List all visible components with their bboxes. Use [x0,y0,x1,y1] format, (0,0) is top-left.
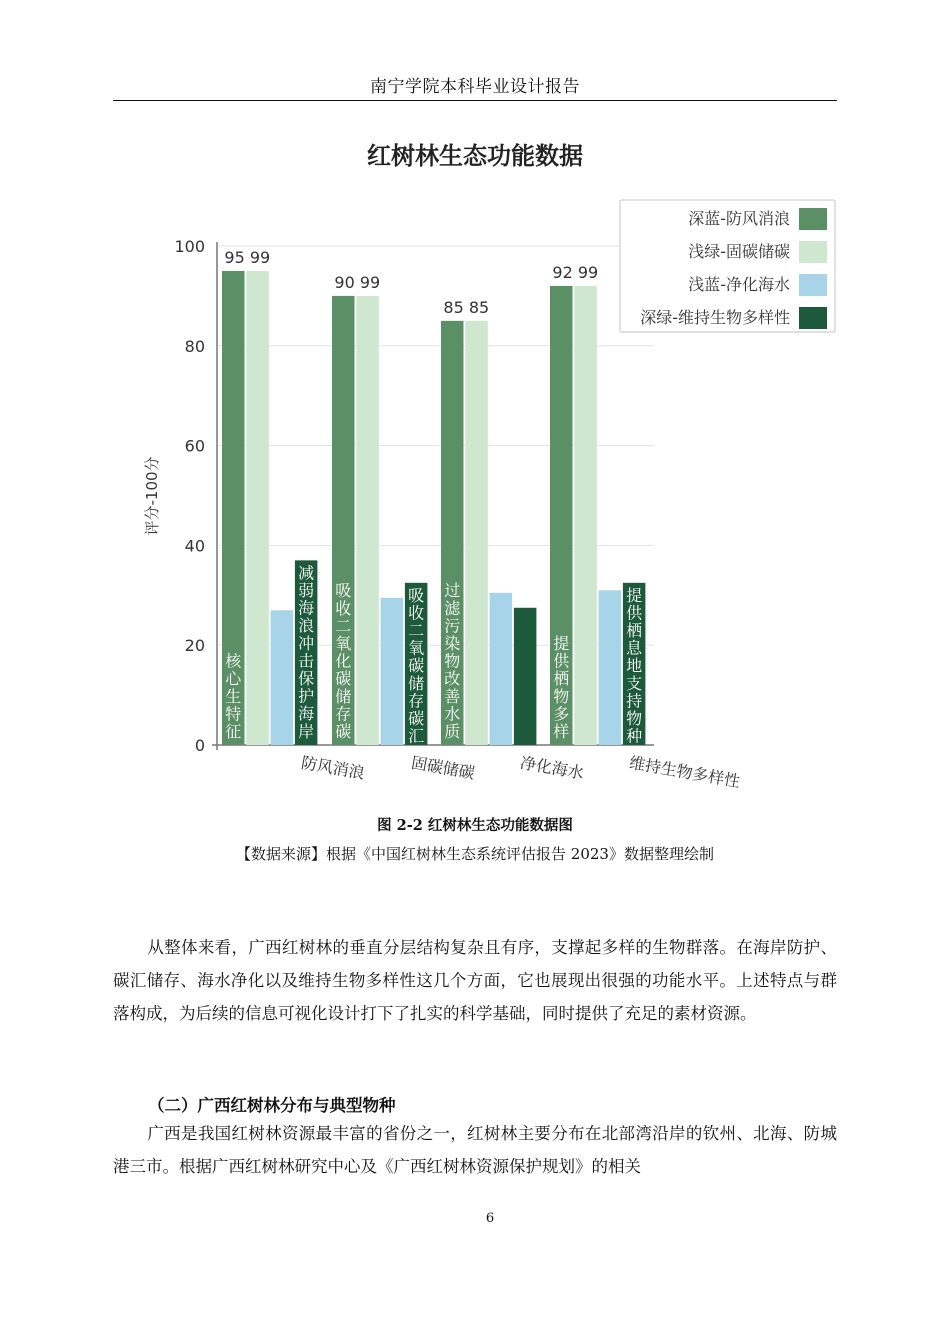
bar-text-label: 提供栖息地支持物种 [626,585,643,746]
chart-svg [113,118,837,813]
bar [246,271,268,745]
bar-text-label: 吸收二氧碳储存碳汇 [408,585,425,746]
bar [356,296,379,745]
bar-value-label: 92 99 [552,262,599,282]
bar [271,610,294,745]
bar-text-label: 过滤污染物改善水质 [444,581,461,741]
x-tick-label: 防风消浪 [299,752,367,783]
bar [490,593,512,745]
bar-text-label: 核心生特征 [225,651,242,741]
x-tick-label: 固碳储碳 [409,752,477,783]
legend-swatch [799,274,827,296]
running-header: 南宁学院本科毕业设计报告 [370,77,580,97]
header-rule [113,100,837,101]
bar [381,598,404,745]
legend-swatch [799,208,827,230]
bar [465,321,488,745]
bar-value-label: 85 85 [443,297,490,317]
y-axis-label: 评分-100分 [143,456,161,536]
legend-label: 浅绿-固碳储碳 [688,242,790,261]
legend-swatch [799,241,827,263]
bar-value-label: 95 99 [224,247,271,267]
paragraph-2 [113,1117,837,1183]
bar-text-label: 提供栖物多样 [553,634,570,741]
x-tick-label: 维持生物多样性 [627,752,742,792]
y-tick-label: 0 [194,736,205,755]
bar-value-label: 90 99 [334,272,381,292]
x-tick-label: 净化海水 [518,752,586,783]
legend-label: 浅蓝-净化海水 [688,275,790,294]
section-heading: （二）广西红树林分布与典型物种 [148,1096,396,1115]
legend-swatch [799,307,827,329]
legend-label: 深蓝-防风消浪 [688,209,790,228]
figure-source: 【数据来源】根据《中国红树林生态系统评估报告 2023》数据整理绘制 [236,845,714,863]
figure-caption: 图 2-2 红树林生态功能数据图 [377,817,573,834]
y-tick-label: 100 [174,237,205,256]
chart-figure [113,118,837,813]
bar-text-label: 吸收二氧化碳储存碳 [335,581,352,741]
paragraph-1 [113,931,837,1030]
bar [574,286,597,745]
legend-label: 深绿-维持生物多样性 [640,308,790,327]
y-tick-label: 20 [184,636,205,656]
paragraph-1-text: 从整体来看，广西红树林的垂直分层结构复杂且有序，支撑起多样的生物群落。在海岸防护、碳汇储存、海水净化以及维持生物多样性这几个方面，它也展现出很强的功能水平。上述特点与群落构成，为后续的信息可视化设计打下了扎实的科学基础，同时提供了充足的素材资源。 [113,938,837,1023]
bar [599,590,622,745]
y-tick-label: 60 [184,436,205,456]
y-tick-label: 80 [184,336,205,356]
paragraph-2-text: 广西是我国红树林资源最丰富的省份之一，红树林主要分布在北部湾沿岸的钦州、北海、防城港三市。根据广西红树林研究中心及《广西红树林资源保护规划》的相关 [113,1124,837,1176]
chart-bars [222,271,645,745]
y-tick-label: 40 [184,536,205,556]
chart-legend [620,200,835,332]
bar-text-label: 减弱海浪冲击保护海岸 [298,563,315,741]
bar [514,608,537,745]
page-number: 6 [485,1211,495,1226]
chart-title: 红树林生态功能数据 [367,142,583,170]
